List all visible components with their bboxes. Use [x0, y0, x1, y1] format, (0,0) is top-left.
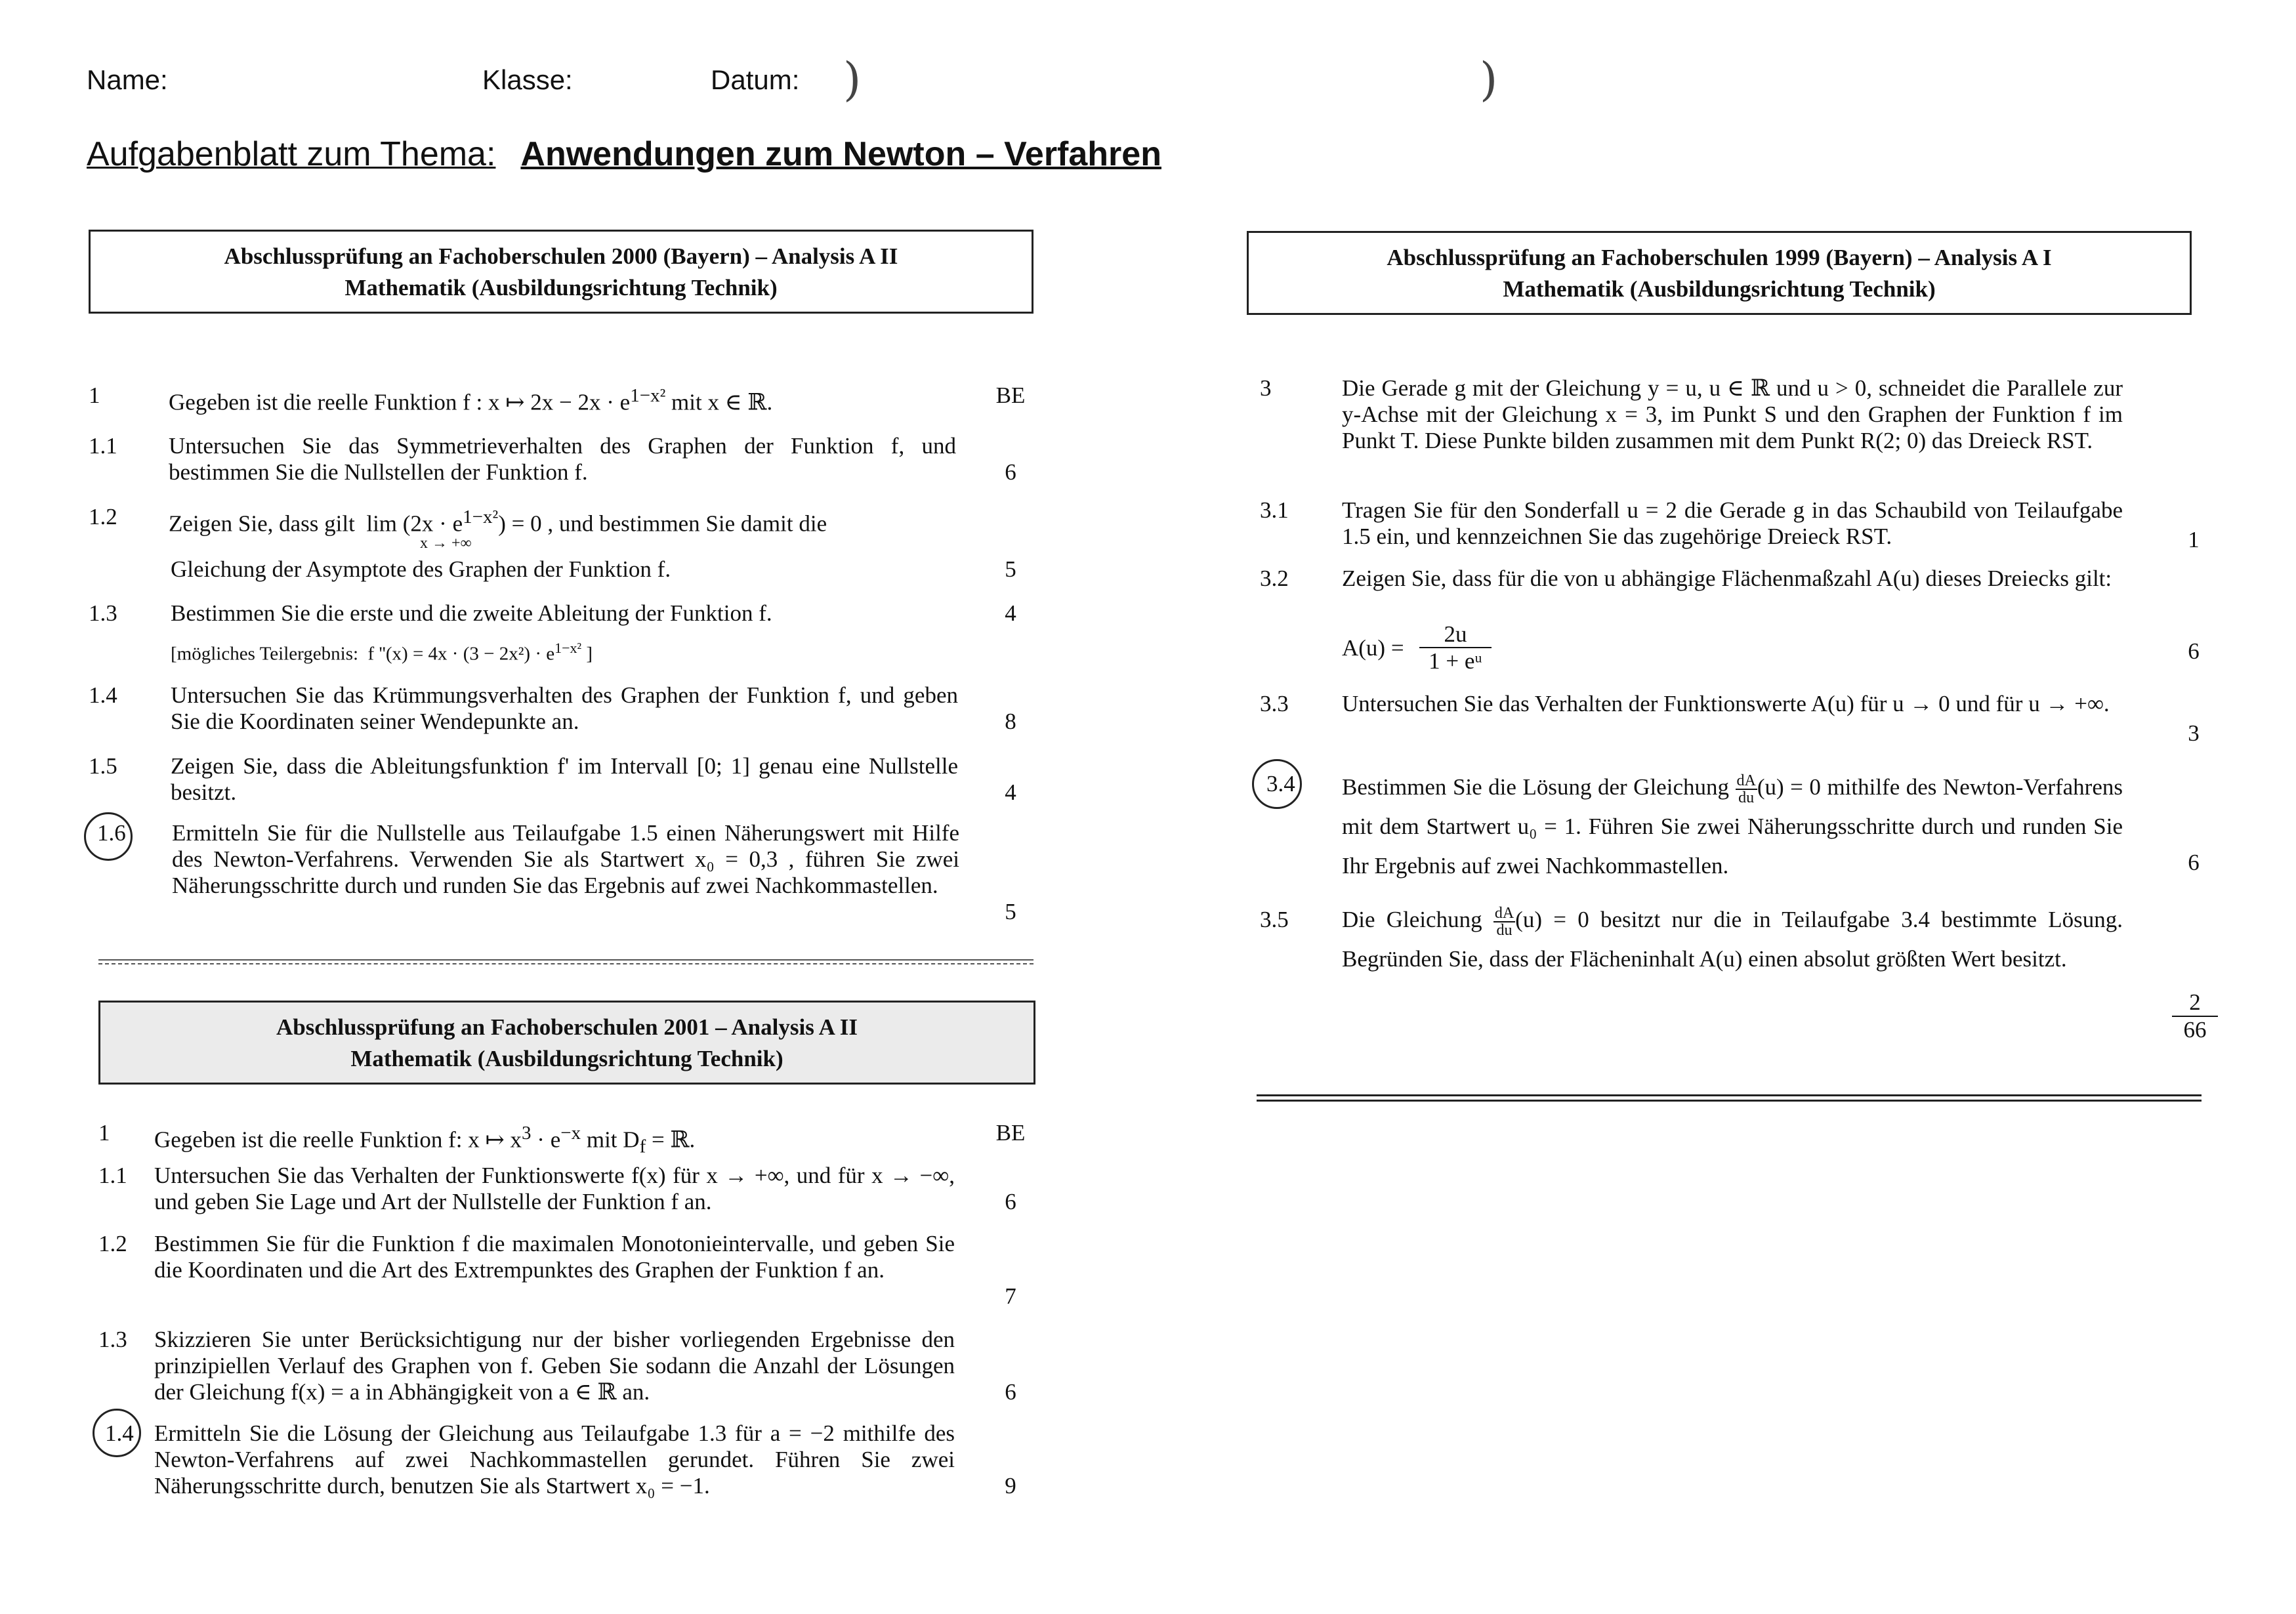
task-number: 1.1	[98, 1163, 127, 1188]
exam-header-line2: Mathematik (Ausbildungsrichtung Technik)	[1503, 276, 1936, 302]
exam-header-line2: Mathematik (Ausbildungsrichtung Technik)	[350, 1046, 783, 1071]
task-text: Gleichung der Asymptote des Graphen der Funktion f.	[171, 556, 671, 582]
be-points: 6	[1005, 1189, 1016, 1214]
be-points: 7	[1005, 1283, 1016, 1309]
task-number: 1.2	[89, 504, 117, 529]
be-points: 6	[1005, 1379, 1016, 1405]
task-number: 1.5	[89, 753, 117, 779]
task-text: Untersuchen Sie das Verhalten der Funktionswerte A(u) für u → 0 und für u → +∞.	[1342, 691, 2110, 716]
task-number: 1.3	[89, 600, 117, 626]
hole-punch-mark: )	[1480, 52, 1498, 106]
task-text: Bestimmen Sie für die Funktion f die maximalen Monotonieintervalle, und geben Sie die Koordinaten und die Art des Extrempunktes des Graphen der Funktion f an.	[154, 1231, 955, 1283]
exam-header-line1: Abschlussprüfung an Fachoberschulen 1999 (Bayern) – Analysis A I	[1387, 245, 2052, 270]
formula-lhs: A(u) =	[1342, 635, 1404, 661]
fraction-denominator: du	[1496, 921, 1513, 939]
be-points: 5	[1005, 899, 1016, 924]
fraction-numerator: dA	[1494, 904, 1514, 922]
task-number: 3.2	[1260, 566, 1289, 591]
be-points: 4	[1005, 600, 1016, 626]
fraction-denominator: 1 + eᵘ	[1429, 648, 1482, 674]
task-text: Gegeben ist die reelle Funktion f: x ↦ $x^3 \cdot e^{-x}$ mit $D_f$ = ℝ.	[154, 1123, 696, 1157]
task-text: Ermitteln Sie für die Nullstelle aus Teilaufgabe 1.5 einen Näherungswert mit Hilfe des Newton-Verfahrens. Verwenden Sie als Startwert x₀ = 0,3 , führen Sie zwei Näherungsschritte durch und runden Sie das Ergebnis auf zwei Nachkommastellen.	[172, 820, 959, 898]
task-text-part: Die Gleichung	[1342, 907, 1482, 932]
task-text: Untersuchen Sie das Symmetrieverhalten des Graphen der Funktion f, und bestimmen Sie die Nullstellen der Funktion f.	[169, 433, 956, 485]
be-points: 8	[1005, 709, 1016, 734]
task-text: Zeigen Sie, dass für die von u abhängige Flächenmaßzahl A(u) dieses Dreiecks gilt:	[1342, 566, 2112, 591]
section-divider	[1257, 1094, 2202, 1096]
task-text: Tragen Sie für den Sonderfall u = 2 die Gerade g in das Schaubild von Teilaufgabe 1.5 ein, und kennzeichnen Sie das zugehörige Dreieck RST.	[1342, 497, 2123, 549]
derivative-fraction	[1493, 905, 1515, 938]
task-text: Untersuchen Sie das Verhalten der Funktionswerte f(x) für x → +∞, und für x → −∞, und geben Sie Lage und Art der Nullstelle der Funktion f an.	[154, 1163, 955, 1214]
be-points: 1	[2188, 527, 2200, 552]
derivative-fraction	[1736, 773, 1757, 806]
section-divider	[98, 963, 1033, 964]
be-header: BE	[995, 383, 1026, 408]
task-number: 1.2	[98, 1231, 127, 1256]
task-text: Untersuchen Sie das Krümmungsverhalten des Graphen der Funktion f, und geben Sie die Koordinaten seiner Wendepunkte an.	[171, 682, 958, 734]
task-number: 3.5	[1260, 907, 1289, 932]
task-number: 1.3	[98, 1327, 127, 1352]
task-text	[1342, 900, 2123, 979]
page-title	[87, 134, 1161, 174]
be-points: 2	[2172, 989, 2218, 1017]
task-hint: [mögliches Teilergebnis: f ''$(x) = 4x \cdot (3 - 2x^2) \cdot e^{1-x^2}$ ]	[171, 640, 593, 665]
task-number: 1.4	[105, 1420, 134, 1446]
task-number: 1.1	[89, 433, 117, 459]
section-divider	[98, 959, 1033, 961]
exam-header-1999	[1247, 231, 2192, 315]
task-text: Die Gerade g mit der Gleichung y = u, u ∈ ℝ und u > 0, schneidet die Parallele zur y-Achse mit der Gleichung x = 3, im Punkt S und den Graphen der Funktion f im Punkt T. Diese Punkte bilden zusammen mit dem Punkt R(2; 0) das Dreieck RST.	[1342, 375, 2123, 453]
be-total-block	[2172, 989, 2218, 1043]
task-number: 3.3	[1260, 691, 1289, 716]
task-text-part: (u) = 0 besitzt nur die in Teilaufgabe 3.4 bestimmte Lösung. Begründen Sie, dass der Flächeninhalt A(u) einen absolut größten Wert besitzt.	[1342, 907, 2123, 972]
task-row	[1260, 622, 2205, 674]
be-points: 6	[1005, 459, 1016, 485]
fraction-denominator: du	[1738, 789, 1755, 806]
exam-header-line2: Mathematik (Ausbildungsrichtung Technik)	[344, 275, 778, 300]
be-points: 9	[1005, 1473, 1016, 1499]
exam-header-2000	[89, 230, 1033, 314]
task-number: 1	[89, 383, 100, 408]
be-total: 66	[2183, 1017, 2207, 1043]
class-label: Klasse:	[482, 64, 573, 95]
task-text: Gegeben ist die reelle Funktion f : x ↦ $2x - 2x \cdot e^{1-x^2}$ mit x ∈ ℝ.	[169, 385, 773, 415]
be-points: 4	[1005, 779, 1016, 805]
task-number: 3.1	[1260, 497, 1289, 523]
task-number: 1	[98, 1120, 110, 1146]
title-prefix: Aufgabenblatt zum Thema:	[87, 135, 496, 173]
exam-header-line1: Abschlussprüfung an Fachoberschulen 2001 – Analysis A II	[276, 1014, 858, 1040]
title-topic: Anwendungen zum Newton – Verfahren	[520, 135, 1161, 173]
date-label: Datum:	[711, 64, 800, 95]
be-points: 6	[2188, 638, 2200, 664]
section-divider	[1257, 1100, 2202, 1102]
task-text-part: Bestimmen Sie die Lösung der Gleichung	[1342, 774, 1729, 800]
name-label: Name:	[87, 64, 168, 95]
be-points: 6	[2188, 850, 2200, 875]
task-text: Ermitteln Sie die Lösung der Gleichung aus Teilaufgabe 1.3 für a = −2 mithilfe des Newton-Verfahrens auf zwei Nachkommastellen gerundet. Führen Sie zwei Näherungsschritte durch, benutzen Sie als Startwert x₀ = −1.	[154, 1420, 955, 1499]
be-points: 5	[1005, 556, 1016, 582]
formula-fraction	[1419, 622, 1492, 674]
task-text	[1342, 768, 2123, 886]
task-text-part: (u) = 0 mithilfe des Newton-Verfahrens mit dem Startwert u₀ = 1. Führen Sie zwei Näherungsschritte durch und runden Sie Ihr Ergebnis auf zwei Nachkommastellen.	[1342, 774, 2123, 879]
task-text: Skizzieren Sie unter Berücksichtigung nur der bisher vorliegenden Ergebnisse den prinzipiellen Verlauf des Graphen von f. Geben Sie sodann die Anzahl der Lösungen der Gleichung f(x) = a in Abhängigkeit von a ∈ ℝ an.	[154, 1327, 955, 1405]
limit-subscript: x → +∞	[420, 535, 472, 552]
task-number: 3	[1260, 375, 1272, 401]
task-number: 3.4	[1266, 771, 1295, 797]
task-number: 1.4	[89, 682, 117, 708]
be-points: 3	[2188, 720, 2200, 746]
fraction-numerator: dA	[1736, 772, 1756, 789]
task-text: Bestimmen Sie die erste und die zweite Ableitung der Funktion f.	[171, 600, 772, 626]
hole-punch-mark: )	[843, 52, 862, 106]
exam-header-2001	[98, 1001, 1035, 1085]
task-text: Zeigen Sie, dass die Ableitungsfunktion f' im Intervall [0; 1] genau eine Nullstelle besitzt.	[171, 753, 958, 805]
be-header: BE	[995, 1120, 1026, 1146]
exam-header-line1: Abschlussprüfung an Fachoberschulen 2000 (Bayern) – Analysis A II	[224, 243, 898, 269]
task-number: 1.6	[97, 820, 126, 846]
task-text: Zeigen Sie, dass gilt $\lim (2x \cdot e^{1-x^2}) = 0$ , und bestimmen Sie damit die	[169, 507, 827, 537]
fraction-numerator: 2u	[1419, 622, 1492, 648]
